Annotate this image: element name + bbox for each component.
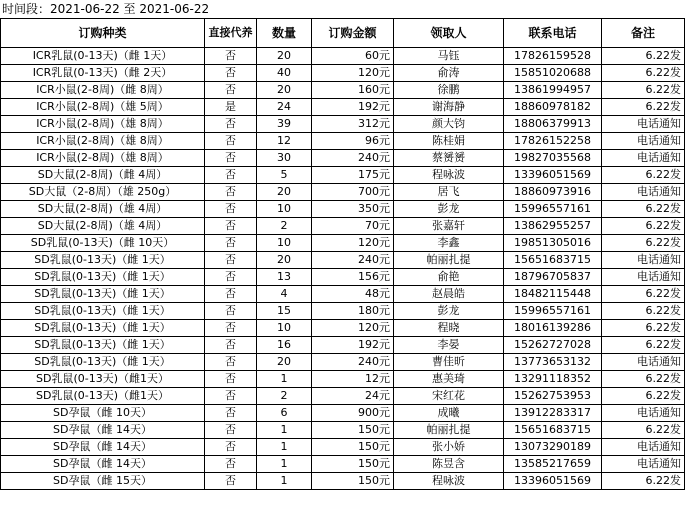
product-type-cell: SD乳鼠(0-13天)（雌 1天） [1,320,205,337]
recipient-cell: 程晓 [394,320,504,337]
phone-cell: 13291118352 [504,371,602,388]
table-row [1,218,685,235]
phone-cell: 13073290189 [504,439,602,456]
note-cell: 6.22发 [602,48,685,65]
quantity-cell: 6 [257,405,312,422]
direct-rearing-cell: 否 [205,320,257,337]
amount-cell: 150元 [312,422,394,439]
quantity-cell: 5 [257,167,312,184]
recipient-cell: 李鑫 [394,235,504,252]
quantity-cell: 1 [257,422,312,439]
table-row [1,235,685,252]
direct-rearing-cell: 否 [205,286,257,303]
phone-cell: 13396051569 [504,167,602,184]
phone-cell: 13862955257 [504,218,602,235]
table-row [1,48,685,65]
note-cell: 6.22发 [602,167,685,184]
product-type-cell: SD大鼠(2-8周)（雌 4周） [1,167,205,184]
direct-rearing-cell: 否 [205,116,257,133]
note-cell: 6.22发 [602,82,685,99]
product-type-cell: ICR小鼠(2-8周)（雄 8周） [1,133,205,150]
recipient-cell: 帕丽扎提 [394,252,504,269]
amount-cell: 180元 [312,303,394,320]
note-cell: 6.22发 [602,320,685,337]
amount-cell: 160元 [312,82,394,99]
header-direct-rearing: 直接代养 [205,19,257,48]
amount-cell: 900元 [312,405,394,422]
amount-cell: 175元 [312,167,394,184]
direct-rearing-cell: 否 [205,269,257,286]
phone-cell: 15262727028 [504,337,602,354]
quantity-cell: 20 [257,82,312,99]
recipient-cell: 惠美琦 [394,371,504,388]
direct-rearing-cell: 否 [205,456,257,473]
quantity-cell: 2 [257,388,312,405]
amount-cell: 24元 [312,388,394,405]
amount-cell: 120元 [312,65,394,82]
amount-cell: 150元 [312,439,394,456]
product-type-cell: SD孕鼠（雌 14天） [1,422,205,439]
phone-cell: 18806379913 [504,116,602,133]
product-type-cell: SD大鼠（2-8周）（雄 250g） [1,184,205,201]
table-row [1,269,685,286]
direct-rearing-cell: 否 [205,422,257,439]
table-row [1,439,685,456]
direct-rearing-cell: 否 [205,82,257,99]
header-recipient: 领取人 [394,19,504,48]
quantity-cell: 39 [257,116,312,133]
quantity-cell: 24 [257,99,312,116]
phone-cell: 18796705837 [504,269,602,286]
quantity-cell: 1 [257,456,312,473]
recipient-cell: 蔡赟赟 [394,150,504,167]
product-type-cell: SD乳鼠(0-13天)（雌 1天） [1,337,205,354]
direct-rearing-cell: 否 [205,303,257,320]
note-cell: 6.22发 [602,337,685,354]
phone-cell: 18860973916 [504,184,602,201]
table-row [1,184,685,201]
amount-cell: 60元 [312,48,394,65]
note-cell: 电话通知 [602,252,685,269]
note-cell: 电话通知 [602,439,685,456]
direct-rearing-cell: 否 [205,133,257,150]
note-cell: 电话通知 [602,269,685,286]
recipient-cell: 宋红花 [394,388,504,405]
table-body [1,48,685,490]
recipient-cell: 俞涛 [394,65,504,82]
amount-cell: 312元 [312,116,394,133]
amount-cell: 350元 [312,201,394,218]
phone-cell: 15651683715 [504,422,602,439]
direct-rearing-cell: 否 [205,371,257,388]
direct-rearing-cell: 否 [205,473,257,490]
recipient-cell: 李晏 [394,337,504,354]
phone-cell: 15996557161 [504,303,602,320]
table-header-row [1,19,685,48]
product-type-cell: SD孕鼠（雌 14天） [1,456,205,473]
product-type-cell: SD乳鼠(0-13天)（雌 1天） [1,252,205,269]
direct-rearing-cell: 否 [205,150,257,167]
direct-rearing-cell: 否 [205,252,257,269]
table-row [1,65,685,82]
phone-cell: 18016139286 [504,320,602,337]
product-type-cell: ICR小鼠(2-8周)（雌 8周） [1,82,205,99]
product-type-cell: SD乳鼠(0-13天)（雌1天） [1,371,205,388]
recipient-cell: 帕丽扎提 [394,422,504,439]
product-type-cell: SD孕鼠（雌 14天） [1,439,205,456]
recipient-cell: 陈桂娟 [394,133,504,150]
recipient-cell: 彭龙 [394,303,504,320]
table-row [1,422,685,439]
product-type-cell: ICR小鼠(2-8周)（雄 8周） [1,150,205,167]
quantity-cell: 1 [257,439,312,456]
table-row [1,405,685,422]
amount-cell: 150元 [312,473,394,490]
recipient-cell: 成曦 [394,405,504,422]
direct-rearing-cell: 否 [205,439,257,456]
quantity-cell: 20 [257,354,312,371]
direct-rearing-cell: 是 [205,99,257,116]
recipient-cell: 程咏波 [394,167,504,184]
quantity-cell: 10 [257,201,312,218]
phone-cell: 13861994957 [504,82,602,99]
phone-cell: 15851020688 [504,65,602,82]
phone-cell: 17826152258 [504,133,602,150]
direct-rearing-cell: 否 [205,48,257,65]
note-cell: 6.22发 [602,218,685,235]
recipient-cell: 彭龙 [394,201,504,218]
direct-rearing-cell: 否 [205,184,257,201]
note-cell: 6.22发 [602,286,685,303]
amount-cell: 48元 [312,286,394,303]
amount-cell: 156元 [312,269,394,286]
product-type-cell: ICR乳鼠(0-13天)（雌 1天） [1,48,205,65]
amount-cell: 240元 [312,354,394,371]
phone-cell: 15996557161 [504,201,602,218]
quantity-cell: 30 [257,150,312,167]
quantity-cell: 12 [257,133,312,150]
quantity-cell: 20 [257,184,312,201]
direct-rearing-cell: 否 [205,218,257,235]
phone-cell: 19827035568 [504,150,602,167]
product-type-cell: SD乳鼠(0-13天)（雌 10天） [1,235,205,252]
direct-rearing-cell: 否 [205,167,257,184]
table-row [1,99,685,116]
quantity-cell: 10 [257,235,312,252]
phone-cell: 18860978182 [504,99,602,116]
note-cell: 6.22发 [602,99,685,116]
amount-cell: 120元 [312,320,394,337]
note-cell: 6.22发 [602,422,685,439]
note-cell: 6.22发 [602,201,685,218]
quantity-cell: 13 [257,269,312,286]
amount-cell: 12元 [312,371,394,388]
table-row [1,252,685,269]
quantity-cell: 10 [257,320,312,337]
phone-cell: 13396051569 [504,473,602,490]
amount-cell: 70元 [312,218,394,235]
note-cell: 电话通知 [602,150,685,167]
amount-cell: 240元 [312,150,394,167]
direct-rearing-cell: 否 [205,388,257,405]
product-type-cell: ICR小鼠(2-8周)（雄 8周） [1,116,205,133]
table-row [1,286,685,303]
product-type-cell: SD大鼠(2-8周)（雄 4周） [1,218,205,235]
phone-cell: 19851305016 [504,235,602,252]
recipient-cell: 徐鹏 [394,82,504,99]
header-amount: 订购金额 [312,19,394,48]
direct-rearing-cell: 否 [205,337,257,354]
amount-cell: 192元 [312,99,394,116]
quantity-cell: 4 [257,286,312,303]
phone-cell: 15651683715 [504,252,602,269]
recipient-cell: 张小娇 [394,439,504,456]
product-type-cell: SD大鼠(2-8周)（雄 4周） [1,201,205,218]
amount-cell: 96元 [312,133,394,150]
direct-rearing-cell: 否 [205,235,257,252]
quantity-cell: 40 [257,65,312,82]
product-type-cell: SD孕鼠（雌 10天） [1,405,205,422]
phone-cell: 13773653132 [504,354,602,371]
table-row [1,167,685,184]
amount-cell: 120元 [312,235,394,252]
note-cell: 6.22发 [602,303,685,320]
direct-rearing-cell: 否 [205,405,257,422]
header-quantity: 数量 [257,19,312,48]
date-range-label: 时间段：2021-06-22 至 2021-06-22 [2,2,210,16]
table-row [1,201,685,218]
phone-cell: 15262753953 [504,388,602,405]
product-type-cell: SD乳鼠(0-13天)（雌1天） [1,388,205,405]
amount-cell: 700元 [312,184,394,201]
phone-cell: 13585217659 [504,456,602,473]
note-cell: 6.22发 [602,473,685,490]
table-row [1,303,685,320]
order-table [0,18,685,490]
amount-cell: 192元 [312,337,394,354]
note-cell: 电话通知 [602,184,685,201]
note-cell: 6.22发 [602,235,685,252]
recipient-cell: 陈昱含 [394,456,504,473]
note-cell: 6.22发 [602,388,685,405]
note-cell: 电话通知 [602,354,685,371]
table-row [1,337,685,354]
recipient-cell: 曹佳昕 [394,354,504,371]
note-cell: 6.22发 [602,65,685,82]
recipient-cell: 俞艳 [394,269,504,286]
note-cell: 电话通知 [602,133,685,150]
product-type-cell: ICR乳鼠(0-13天)（雌 2天） [1,65,205,82]
table-row [1,388,685,405]
quantity-cell: 20 [257,252,312,269]
recipient-cell: 程咏波 [394,473,504,490]
table-row [1,371,685,388]
note-cell: 6.22发 [602,371,685,388]
product-type-cell: SD乳鼠(0-13天)（雌 1天） [1,269,205,286]
quantity-cell: 1 [257,473,312,490]
recipient-cell: 马钰 [394,48,504,65]
product-type-cell: SD乳鼠(0-13天)（雌 1天） [1,303,205,320]
quantity-cell: 16 [257,337,312,354]
table-row [1,320,685,337]
product-type-cell: ICR小鼠(2-8周)（雄 5周） [1,99,205,116]
table-row [1,82,685,99]
recipient-cell: 谢海静 [394,99,504,116]
header-note: 备注 [602,19,685,48]
phone-cell: 17826159528 [504,48,602,65]
recipient-cell: 颜大钧 [394,116,504,133]
table-row [1,354,685,371]
table-row [1,456,685,473]
phone-cell: 13912283317 [504,405,602,422]
direct-rearing-cell: 否 [205,201,257,218]
quantity-cell: 2 [257,218,312,235]
product-type-cell: SD乳鼠(0-13天)（雌 1天） [1,286,205,303]
recipient-cell: 居飞 [394,184,504,201]
direct-rearing-cell: 否 [205,354,257,371]
table-row [1,116,685,133]
amount-cell: 240元 [312,252,394,269]
quantity-cell: 1 [257,371,312,388]
product-type-cell: SD孕鼠（雌 15天） [1,473,205,490]
header-phone: 联系电话 [504,19,602,48]
amount-cell: 150元 [312,456,394,473]
product-type-cell: SD乳鼠(0-13天)（雌 1天） [1,354,205,371]
table-row [1,133,685,150]
table-row [1,150,685,167]
recipient-cell: 张嘉轩 [394,218,504,235]
header-product-type: 订购种类 [1,19,205,48]
recipient-cell: 赵晨皓 [394,286,504,303]
quantity-cell: 15 [257,303,312,320]
quantity-cell: 20 [257,48,312,65]
note-cell: 电话通知 [602,405,685,422]
phone-cell: 18482115448 [504,286,602,303]
note-cell: 电话通知 [602,116,685,133]
table-row [1,473,685,490]
direct-rearing-cell: 否 [205,65,257,82]
note-cell: 电话通知 [602,456,685,473]
